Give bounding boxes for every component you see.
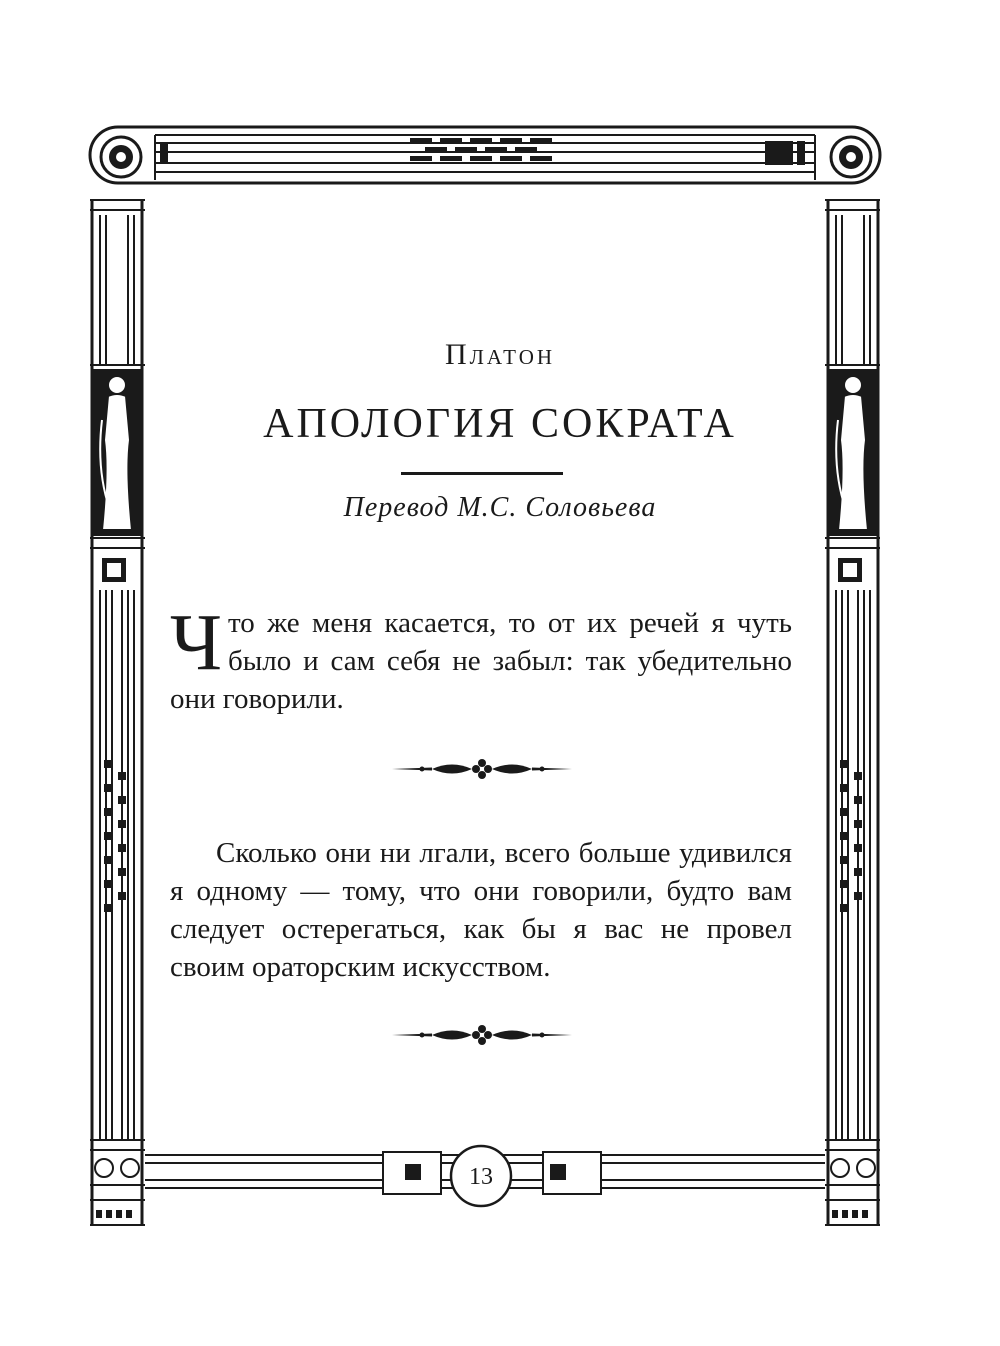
title-underline [401,472,563,475]
paragraph-1 [170,599,792,718]
divider-ornament-icon [392,1024,572,1046]
translator-credit: Перевод М.С. Соловьева [343,492,657,523]
author-name: Платон [444,338,556,371]
page-number: 13 [469,1164,493,1190]
drop-cap: Ч [170,599,222,687]
divider-ornament-icon [392,758,572,780]
paragraph-2: Сколько они ни лгали, всего больше удивился я одному — тому, что они говорили, будто вам следует остерегаться, как бы я вас не провел своим ораторским искусством. [170,837,792,983]
page-title: АПОЛОГИЯ СОКРАТА [263,401,737,447]
paragraph-1-text: то же меня касается, то от их речей я чуть было и сам себя не забыл: так убедительно они говорили. [170,607,792,715]
